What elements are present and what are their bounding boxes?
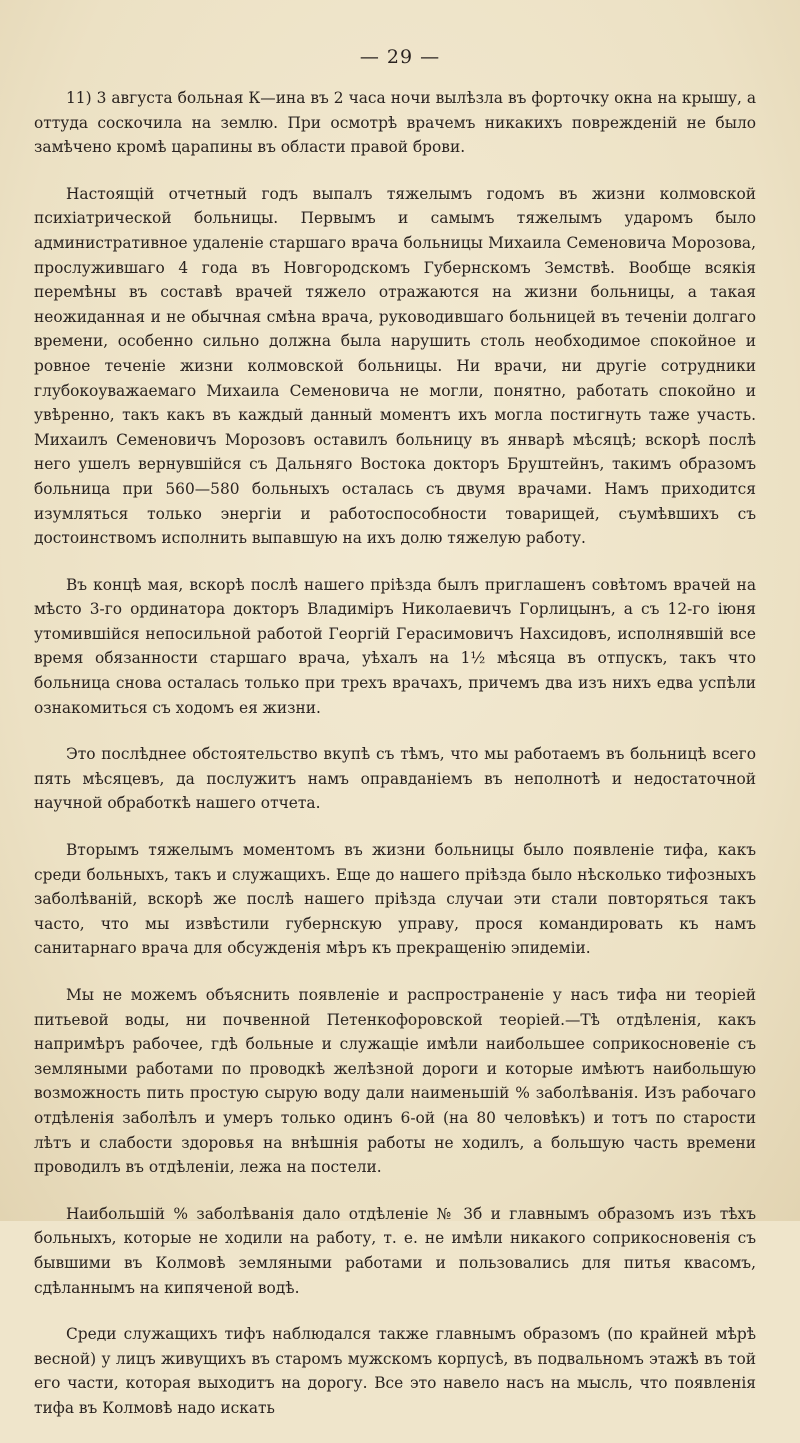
paragraph-1: 11) 3 августа больная К—ина въ 2 часа ночи вылѣзла въ форточку окна на крышу, а оттуда соскочила на землю. При осмотрѣ врачемъ никакихъ поврежденій не было замѣчено кромѣ царапины въ области правой брови. [34,89,756,157]
paragraph-5: Вторымъ тяжелымъ моментомъ въ жизни больницы было появленіе тифа, какъ среди больныхъ, такъ и служащихъ. Еще до нашего пріѣзда было нѣсколько тифозныхъ заболѣваній, вскорѣ же послѣ нашего пріѣзда случаи эти стали повторяться такъ часто, что мы извѣстили губернскую управу, прося командировать къ намъ санитарнаго врача для обсужденія мѣръ къ прекращенію эпидеміи. [34,841,756,958]
paragraph-3: Въ концѣ мая, вскорѣ послѣ нашего пріѣзда былъ приглашенъ совѣтомъ врачей на мѣсто 3-го ординатора докторъ Владиміръ Николаевичъ Горлицынъ, а съ 12-го іюня утомившійся непосильной работой Георгій Герасимовичъ Нахсидовъ, исполнявшій все время обязанности старшаго врача, уѣхалъ на 1½ мѣсяца въ отпускъ, такъ что больница снова осталась только при трехъ врачахъ, причемъ два изъ нихъ едва успѣли ознакомиться съ ходомъ ея жизни. [34,575,756,717]
page-number: — 29 — [359,46,441,68]
paragraph-7: Наибольшій % заболѣванія дало отдѣленіе № 3б и главнымъ образомъ изъ тѣхъ больныхъ, которые не ходили на работу, т. е. не имѣли никакого соприкосновенія съ бывшими въ Колмовѣ земляными работами и пользовались для питья квасомъ, сдѣланнымъ на кипяченой водѣ. [34,1204,756,1297]
paragraph-8: Среди служащихъ тифъ наблюдался также главнымъ образомъ (по крайней мѣрѣ весной) у лицъ живущихъ въ старомъ мужскомъ корпусѣ, въ подвальномъ этажѣ въ той его части, которая выходитъ на дорогу. Все это навело насъ на мысль, что появленія тифа въ Колмовѣ надо искать [34,1325,756,1417]
document-body [34,86,756,1443]
paragraph-2: Настоящій отчетный годъ выпалъ тяжелымъ годомъ въ жизни колмовской психіатрической больницы. Первымъ и самымъ тяжелымъ ударомъ было административное удаленіе старшаго врача больницы Михаила Семеновича Морозова, прослужившаго 4 года въ Новгородскомъ Губернскомъ Земствѣ. Вообще всякія перемѣны въ составѣ врачей тяжело отражаются на жизни больницы, а такая неожиданная и не обычная смѣна врача, руководившаго больницей въ теченіи долгаго времени, особенно сильно должна была нарушить столь необходимое спокойное и ровное теченіе жизни колмовской больницы. Ни врачи, ни другіе сотрудники глубокоуважаемаго Михаила Семеновича не могли, понятно, работать спокойно и увѣренно, такъ какъ въ каждый данный моментъ ихъ могла постигнуть таже участь. Михаилъ Семеновичъ Морозовъ оставилъ больницу въ январѣ мѣсяцѣ; вскорѣ послѣ него ушелъ вернувшійся съ Дальняго Востока докторъ Бруштейнъ, такимъ образомъ больница при 560—580 больныхъ осталась съ двумя врачами. Намъ приходится изумляться только энергіи и работоспособности товарищей, съумѣвшихъ съ достоинствомъ исполнить выпавшую на ихъ долю тяжелую работу. [34,184,756,548]
paragraph-4: Это послѣднее обстоятельство вкупѣ съ тѣмъ, что мы работаемъ въ больницѣ всего пять мѣсяцевъ, да послужитъ намъ оправданіемъ въ неполнотѣ и недостаточной научной обработкѣ нашего отчета. [34,745,756,813]
paragraph-6: Мы не можемъ объяснить появленіе и распространеніе у насъ тифа ни теоріей питьевой воды, ни почвенной Петенкофоровской теоріей.—Тѣ отдѣленія, какъ напримѣръ рабочее, гдѣ больные и служащіе имѣли наибольшее соприкосновеніе съ земляными работами по проводкѣ желѣзной дороги и которые имѣютъ наибольшую возможность пить простую сырую воду дали наименьшій % заболѣванія. Изъ рабочаго отдѣленія заболѣлъ и умеръ только одинъ 6-ой (на 80 человѣкъ) и тотъ по старости лѣтъ и слабости здоровья на внѣшнія работы не ходилъ, а большую часть времени проводилъ въ отдѣленіи, лежа на постели. [34,986,756,1177]
